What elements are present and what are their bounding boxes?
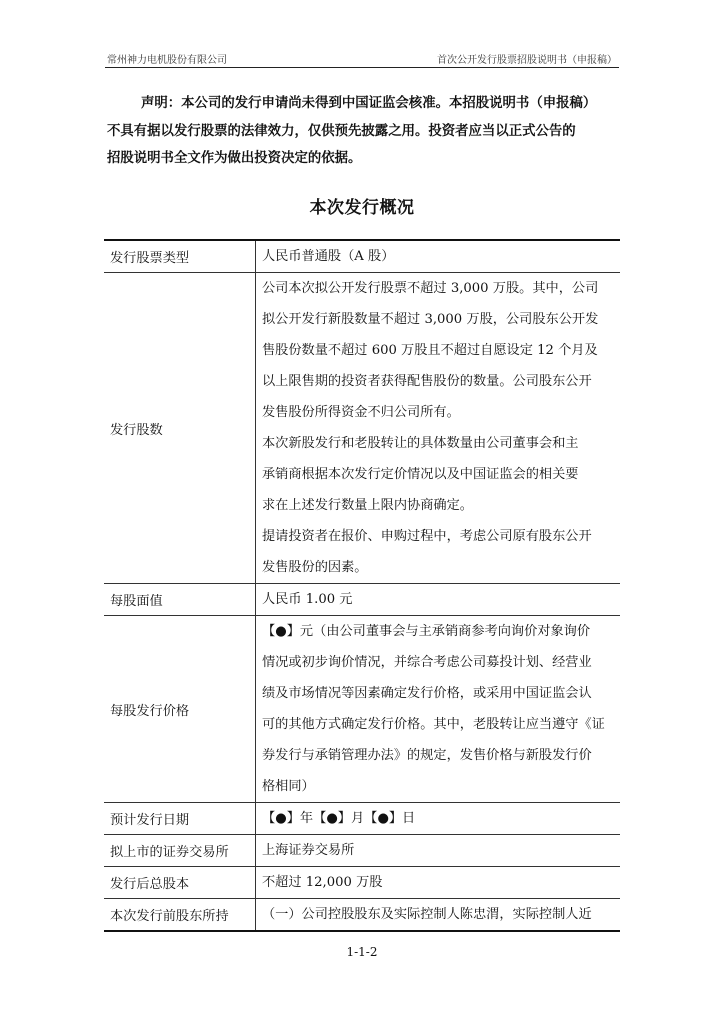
value-line: 本次新股发行和老股转让的具体数量由公司董事会和主 [262,436,579,451]
table-row [104,616,620,803]
row-value [256,867,621,899]
value-line: 发售股份所得资金不归公司所有。 [262,405,460,420]
statement-line: 招股说明书全文作为做出投资决定的依据。 [107,151,362,166]
row-label: 发行股数 [104,273,256,584]
row-label: 预计发行日期 [104,803,256,835]
value-line: 上海证券交易所 [262,843,355,858]
value-line: 【●】元（由公司董事会与主承销商参考向询价对象询价 [262,624,591,639]
row-value [256,240,621,273]
table-row [104,835,620,867]
value-line: 人民币 1.00 元 [262,592,353,607]
section-title: 本次发行概况 [309,198,415,218]
header-document-title: 首次公开发行股票招股说明书（申报稿） [437,55,617,66]
value-line: 公司本次拟公开发行股票不超过 3,000 万股。其中，公司 [262,281,599,296]
value-line: 券发行与承销管理办法》的规定，发售价格与新股发行价 [262,748,592,763]
value-line: 售股份数量不超过 600 万股且不超过自愿设定 12 个月及 [262,343,598,358]
row-value [256,273,621,584]
row-value [256,899,621,932]
value-line: 情况或初步询价情况，并综合考虑公司募投计划、经营业 [262,655,592,670]
row-value [256,584,621,616]
table-row [104,273,620,584]
statement-line: 不具有据以发行股票的法律效力，仅供预先披露之用。投资者应当以正式公告的 [107,123,576,139]
row-value [256,803,621,835]
table-row [104,240,620,273]
row-label: 发行后总股本 [104,867,256,899]
value-line: 格相同） [262,779,315,794]
table-row [104,867,620,899]
value-line: （一）公司控股股东及实际控制人陈忠渭，实际控制人近 [262,907,592,922]
page-number: 1-1-2 [346,945,378,959]
row-label: 每股面值 [104,584,256,616]
row-label: 拟上市的证券交易所 [104,835,256,867]
header-company-name: 常州神力电机股份有限公司 [107,55,227,66]
value-line: 拟公开发行新股数量不超过 3,000 万股，公司股东公开发 [262,312,599,327]
value-line: 【●】年【●】月【●】日 [262,811,416,826]
value-line: 绩及市场情况等因素确定发行价格，或采用中国证监会认 [262,686,592,701]
value-line: 求在上述发行数量上限内协商确定。 [262,498,473,513]
row-label: 本次发行前股东所持 [104,899,256,932]
value-line: 承销商根据本次发行定价情况以及中国证监会的相关要 [262,467,579,482]
statement-line: 声明：本公司的发行申请尚未得到中国证监会核准。本招股说明书（申报稿） [141,96,597,111]
table-row [104,803,620,835]
row-value [256,835,621,867]
value-line: 以上限售期的投资者获得配售股份的数量。公司股东公开 [262,374,592,389]
value-line: 发售股份的因素。 [262,560,368,575]
value-line: 不超过 12,000 万股 [262,875,383,890]
value-line: 可的其他方式确定发行价格。其中，老股转让应当遵守《证 [262,717,605,732]
row-value [256,616,621,803]
value-line: 人民币普通股（A 股） [262,249,395,264]
page-header [105,47,619,68]
row-label: 每股发行价格 [104,616,256,803]
table-row [104,584,620,616]
row-label: 发行股票类型 [104,240,256,273]
disclaimer-statement [107,90,621,173]
value-line: 提请投资者在报价、申购过程中，考虑公司原有股东公开 [262,529,592,544]
table-row [104,899,620,932]
offering-overview-table [104,239,620,932]
